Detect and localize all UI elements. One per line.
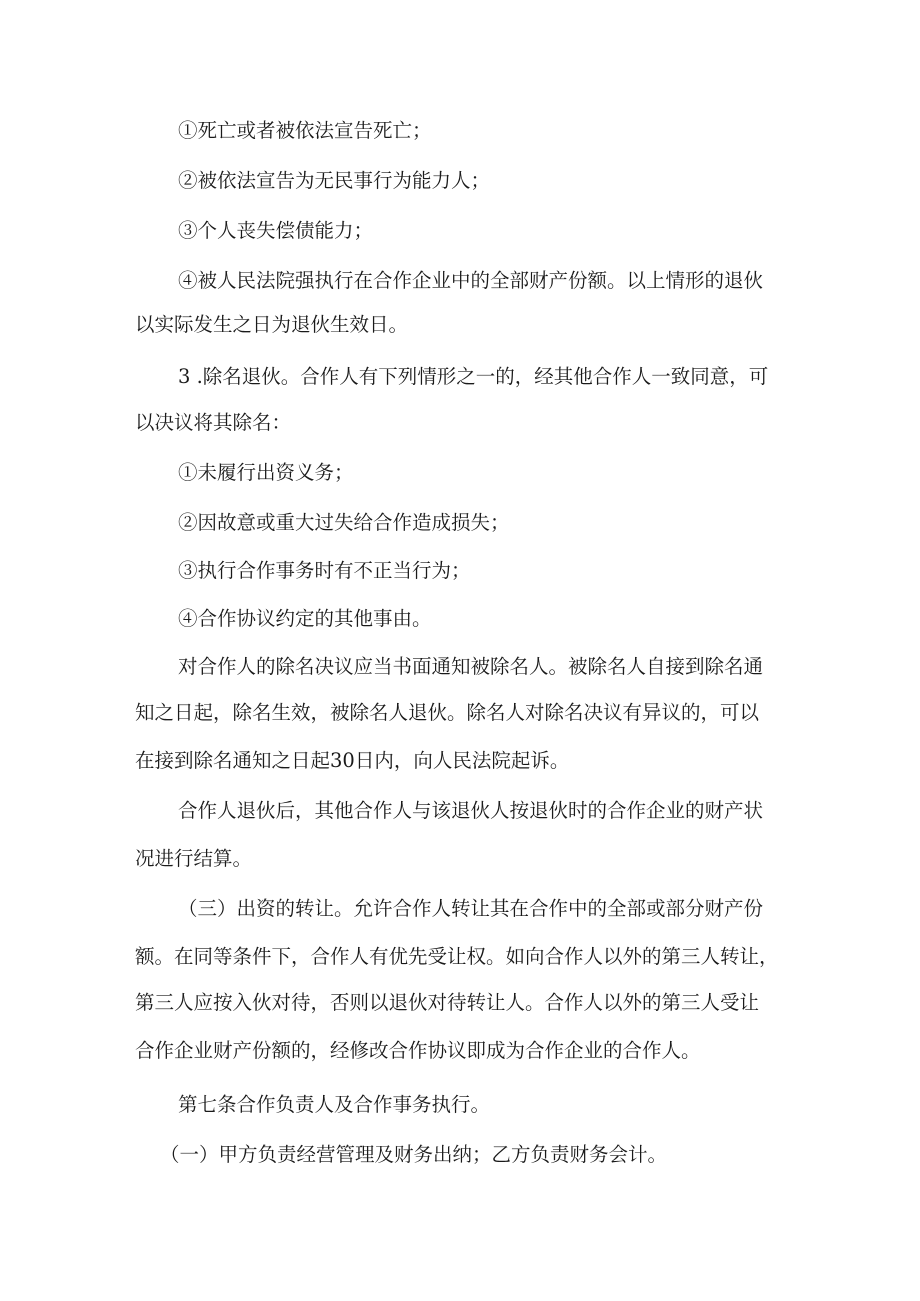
section-one-line: （一）甲方负责经营管理及财务出纳；乙方负责财务会计。	[160, 1143, 668, 1166]
list-item-capital: ①未履行出资义务；	[178, 461, 354, 484]
list-item-enforcement: ④被人民法院强执行在合作企业中的全部财产份额。以上情形的退伙	[178, 269, 764, 292]
list-item-death: ①死亡或者被依法宣告死亡；	[178, 119, 432, 142]
paragraph-line: 额。在同等条件下，合作人有优先受让权。如向合作人以外的第三人转让，	[135, 945, 779, 968]
paragraph-line: 在接到除名通知之日起30日内，向人民法院起诉。	[135, 749, 570, 772]
paragraph-line: 合作企业财产份额的，经修改合作协议即成为合作企业的合作人。	[135, 1039, 701, 1062]
clause-expulsion-heading: 3 .除名退伙。合作人有下列情形之一的，经其他合作人一致同意，可	[178, 365, 769, 388]
section-transfer-heading: （三）出资的转让。允许合作人转让其在合作中的全部或部分财产份	[178, 897, 764, 920]
list-item-incapacity: ②被依法宣告为无民事行为能力人；	[178, 169, 491, 192]
list-item-other: ④合作协议约定的其他事由。	[178, 607, 432, 630]
paragraph-line: 对合作人的除名决议应当书面通知被除名人。被除名人自接到除名通	[178, 655, 764, 678]
list-item-misconduct: ③执行合作事务时有不正当行为；	[178, 559, 471, 582]
paragraph-line: 况进行结算。	[135, 847, 253, 870]
paragraph-line: 以决议将其除名：	[135, 411, 292, 434]
paragraph-line: 知之日起，除名生效，被除名人退伙。除名人对除名决议有异议的，可以	[135, 701, 760, 724]
list-item-insolvency: ③个人丧失偿债能力；	[178, 219, 374, 242]
list-item-negligence: ②因故意或重大过失给合作造成损失；	[178, 511, 510, 534]
article-seven-heading: 第七条合作负责人及合作事务执行。	[178, 1093, 491, 1116]
paragraph-line: 第三人应按入伙对待，否则以退伙对待转让人。合作人以外的第三人受让	[135, 991, 760, 1014]
paragraph-line: 以实际发生之日为退伙生效日。	[135, 313, 409, 336]
paragraph-line: 合作人退伙后，其他合作人与该退伙人按退伙时的合作企业的财产状	[178, 799, 764, 822]
